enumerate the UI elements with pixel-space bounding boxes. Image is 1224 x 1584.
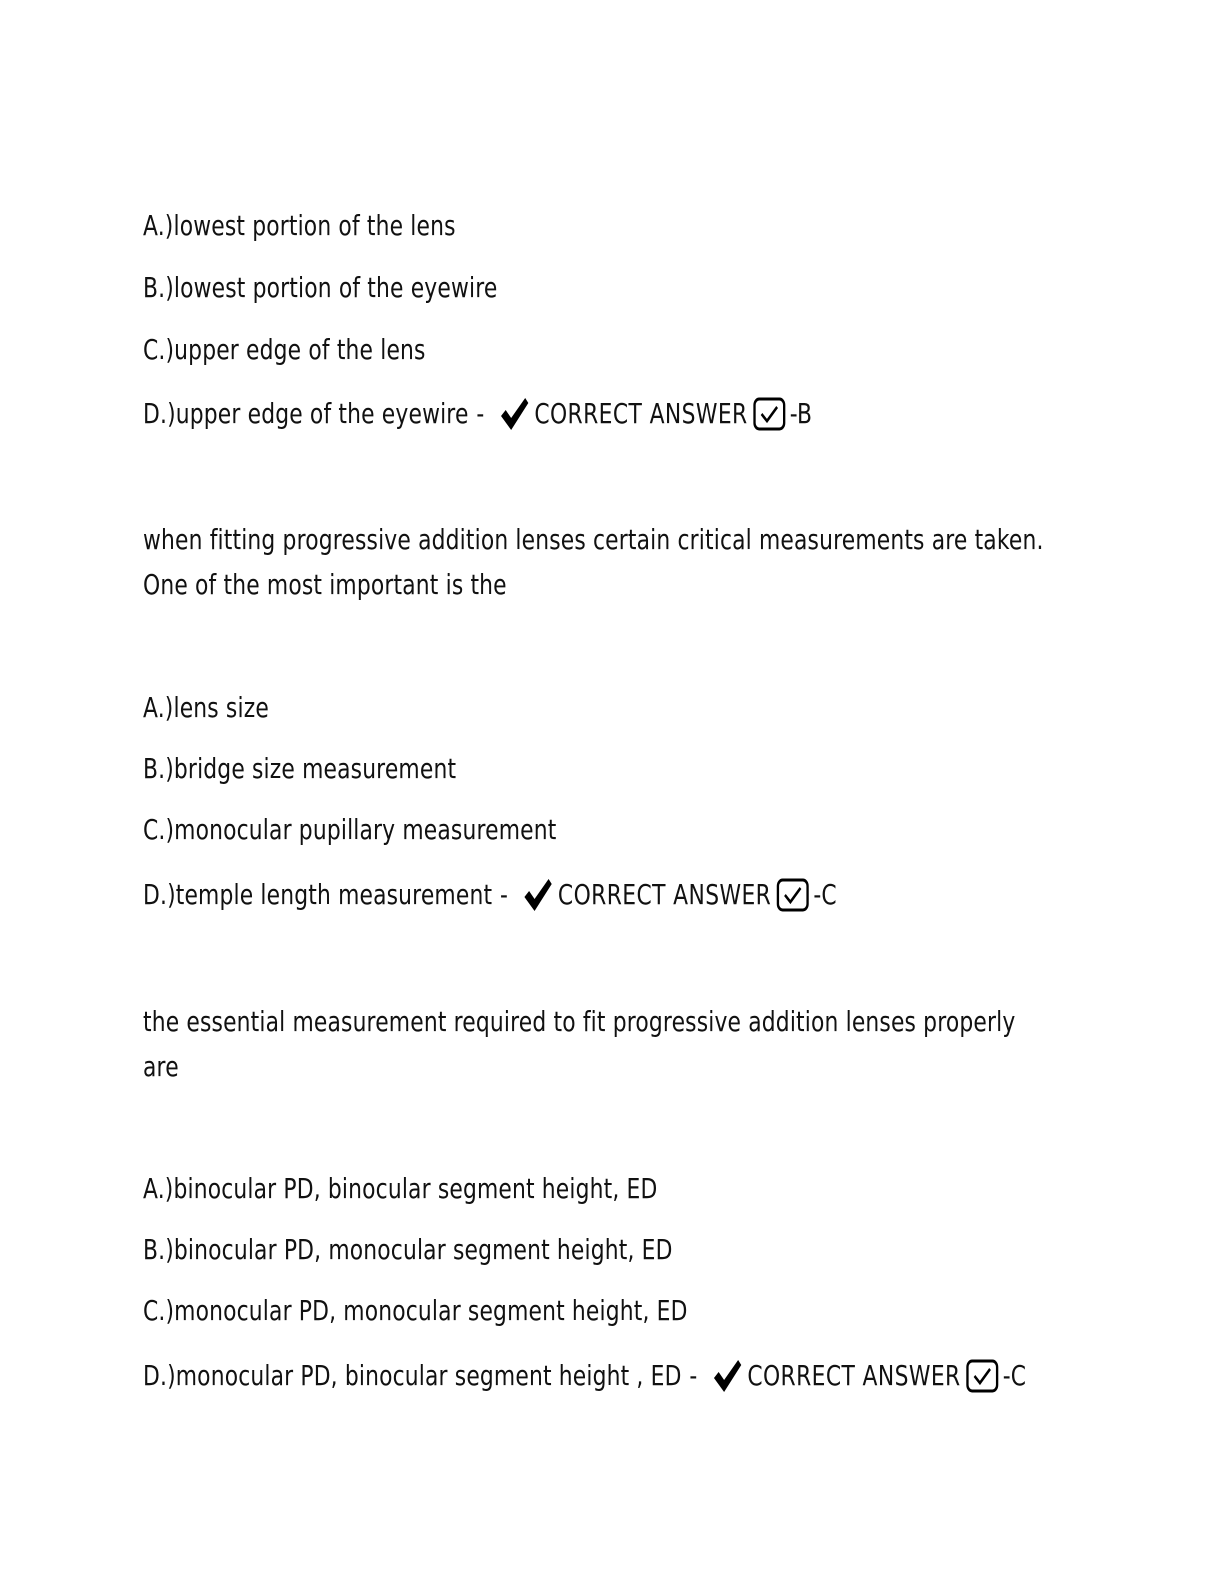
correct-answer-label: CORRECT ANSWER: [747, 1359, 961, 1392]
q3-option-d-answer-line: [143, 1356, 1026, 1396]
q3-question-line-2: are: [143, 1050, 179, 1083]
separator-dash: -: [499, 878, 509, 911]
check-mark-icon: [498, 396, 529, 432]
q2-option-a: A.)lens size: [143, 691, 269, 724]
checked-box-icon: [752, 396, 786, 432]
q1-option-d-answer-line: [143, 394, 812, 434]
check-mark-icon: [522, 877, 553, 913]
q1-option-a: A.)lowest portion of the lens: [143, 209, 456, 242]
q2-option-b: B.)bridge size measurement: [143, 752, 457, 785]
correct-answer-label: CORRECT ANSWER: [534, 397, 748, 430]
q3-option-d: D.)monocular PD, binocular segment height , ED: [143, 1359, 682, 1392]
q3-option-c: C.)monocular PD, monocular segment height, ED: [143, 1294, 688, 1327]
q3-option-a: A.)binocular PD, binocular segment height, ED: [143, 1172, 658, 1205]
q1-option-d: D.)upper edge of the eyewire: [143, 397, 469, 430]
q2-question-line-2: One of the most important is the: [143, 568, 507, 601]
q3-option-b: B.)binocular PD, monocular segment height, ED: [143, 1233, 673, 1266]
q3-question-line-1: the essential measurement required to fit progressive addition lenses properly: [143, 1005, 1016, 1038]
checked-box-icon: [776, 877, 810, 913]
checked-box-icon: [965, 1358, 999, 1394]
q2-option-c: C.)monocular pupillary measurement: [143, 813, 557, 846]
correct-answer-value: -C: [813, 878, 837, 911]
check-mark-icon: [711, 1358, 742, 1394]
q2-option-d: D.)temple length measurement: [143, 878, 493, 911]
correct-answer-value: -C: [1002, 1359, 1027, 1392]
q2-option-d-answer-line: [143, 875, 837, 915]
q2-question-line-1: when fitting progressive addition lenses certain critical measurements are taken.: [143, 523, 1044, 556]
separator-dash: -: [689, 1359, 698, 1392]
q1-option-c: C.)upper edge of the lens: [143, 333, 426, 366]
correct-answer-label: CORRECT ANSWER: [557, 878, 772, 911]
correct-answer-value: -B: [789, 397, 813, 430]
separator-dash: -: [476, 397, 485, 430]
q1-option-b: B.)lowest portion of the eyewire: [143, 271, 498, 304]
